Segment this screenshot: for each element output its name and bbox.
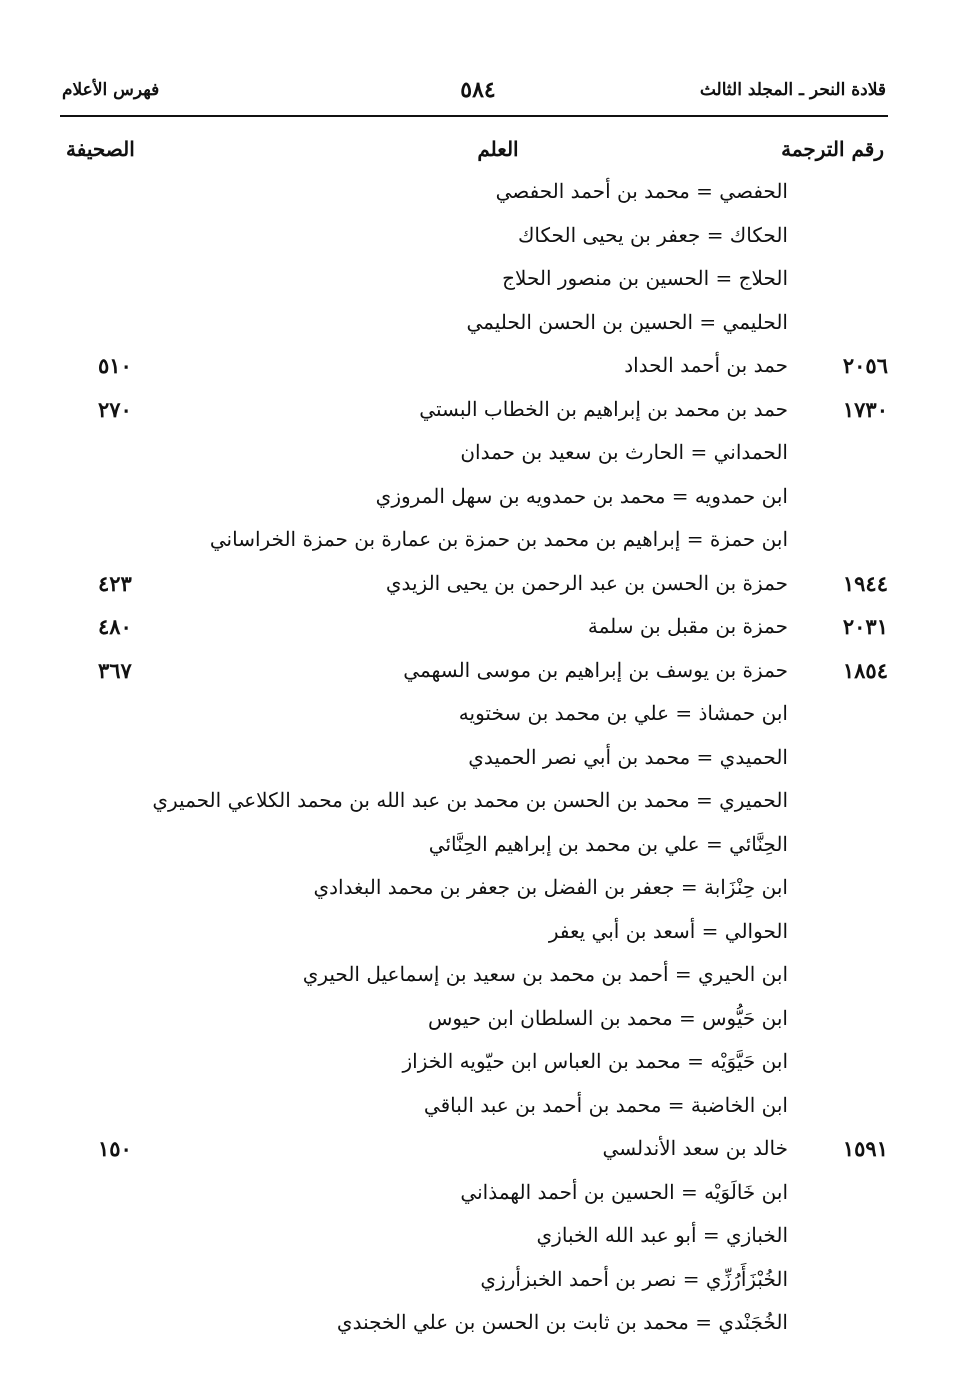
entry-number: ٢٠٣١ [842, 614, 888, 639]
index-entry [60, 788, 888, 831]
index-entry [60, 1180, 888, 1223]
entry-name: الخُجَنْدي = محمد بن ثابت بن الحسن بن علي الخجندي [336, 1310, 788, 1334]
entry-name: الخُبْزَأَرُزِّي = نصر بن أحمد الخبزأرزي [480, 1267, 788, 1291]
column-header-entry-number: رقم الترجمة [781, 137, 884, 161]
entry-name: الحفصي = محمد بن أحمد الحفصي [495, 179, 788, 203]
entry-name: الحكاك = جعفر بن يحيى الحكاك [517, 223, 788, 247]
entry-name: الحليمي = الحسين بن الحسن الحليمي [466, 310, 788, 334]
entry-page: ٥١٠ [98, 353, 132, 378]
column-header-page: الصحيفة [66, 137, 135, 161]
index-entry [60, 484, 888, 527]
index-entry [60, 1093, 888, 1136]
index-entry [60, 832, 888, 875]
entry-name: الحِنَّائي = علي بن محمد بن إبراهيم الحِنَّائي [428, 832, 788, 856]
entry-page: ٤٨٠ [98, 614, 132, 639]
index-entry [60, 701, 888, 744]
entry-name: خالد بن سعد الأندلسي [602, 1136, 788, 1160]
index-entry [60, 1310, 888, 1353]
entry-number: ١٨٥٤ [842, 658, 888, 683]
index-entry [60, 527, 888, 570]
section-title: فهرس الأعلام [62, 80, 160, 100]
index-entry [60, 1136, 888, 1179]
index-entry [60, 614, 888, 657]
index-entry [60, 397, 888, 440]
entry-number: ١٥٩١ [842, 1136, 888, 1161]
entry-name: ابن حمزة = إبراهيم بن محمد بن حمزة بن عمارة بن حمزة الخراساني [209, 527, 788, 551]
entry-name: الحميدي = محمد بن أبي نصر الحميدي [468, 745, 788, 769]
entry-name: حمزة بن مقبل بن سلمة [587, 614, 788, 638]
entry-name: الحلاج = الحسين بن منصور الحلاج [502, 266, 788, 290]
index-entry [60, 223, 888, 266]
index-entry [60, 745, 888, 788]
index-entry [60, 1267, 888, 1310]
index-entry [60, 1223, 888, 1266]
entry-page: ٢٧٠ [98, 397, 132, 422]
index-entry [60, 179, 888, 222]
entry-name: حمد بن محمد بن إبراهيم بن الخطاب البستي [419, 397, 788, 421]
entry-page: ٣٦٧ [98, 658, 132, 683]
page-number: ٥٨٤ [460, 77, 496, 103]
entry-number: ١٩٤٤ [842, 571, 888, 596]
entry-name: الخبازي = أبو عبد الله الخبازي [536, 1223, 788, 1247]
entry-name: ابن حِنْزَابة = جعفر بن الفضل بن جعفر بن محمد البغدادي [313, 875, 788, 899]
entry-name: ابن حمدويه = محمد بن حمدويه بن سهل المروزي [375, 484, 788, 508]
entry-name: ابن خَالَوَيْه = الحسين بن أحمد الهمذاني [460, 1180, 788, 1204]
entry-name: ابن الخاضبة = محمد بن أحمد بن عبد الباقي [423, 1093, 788, 1117]
entry-page: ٤٢٣ [98, 571, 132, 596]
entry-name: الحمداني = الحارث بن سعيد بن حمدان [460, 440, 788, 464]
book-title: قلادة النحر ـ المجلد الثالث [699, 80, 886, 100]
entry-page: ١٥٠ [98, 1136, 132, 1161]
entry-name: ابن حَيُّوس = محمد بن السلطان ابن حيوس [427, 1006, 788, 1030]
entry-number: ٢٠٥٦ [842, 353, 888, 378]
column-header-name: العلم [477, 137, 519, 161]
entry-name: ابن حمشاذ = علي بن محمد بن سختويه [458, 701, 788, 725]
entry-name: حمد بن أحمد الحداد [624, 353, 788, 377]
index-entry [60, 658, 888, 701]
index-entry [60, 310, 888, 353]
entry-name: الحوالي = أسعد بن أبي يعفر [548, 919, 788, 943]
index-entry [60, 571, 888, 614]
entry-name: حمزة بن يوسف بن إبراهيم بن موسى السهمي [403, 658, 788, 682]
entry-number: ١٧٣٠ [842, 397, 888, 422]
index-entry [60, 266, 888, 309]
index-entry [60, 875, 888, 918]
entry-name: الحميري = محمد بن الحسن بن محمد بن عبد الله بن محمد الكلاعي الحميري [152, 788, 788, 812]
entry-name: ابن الحيري = أحمد بن محمد بن سعيد بن إسماعيل الحيري [302, 962, 788, 986]
index-entry [60, 1049, 888, 1092]
entry-name: حمزة بن الحسن بن عبد الرحمن بن يحيى الزيدي [385, 571, 788, 595]
index-entry [60, 1006, 888, 1049]
index-entry [60, 919, 888, 962]
entry-name: ابن حَيَّوَيْه = محمد بن العباس ابن حيّويه الخزاز [402, 1049, 788, 1073]
index-entry [60, 353, 888, 396]
header-rule [60, 115, 888, 117]
index-entry [60, 962, 888, 1005]
index-entry [60, 440, 888, 483]
